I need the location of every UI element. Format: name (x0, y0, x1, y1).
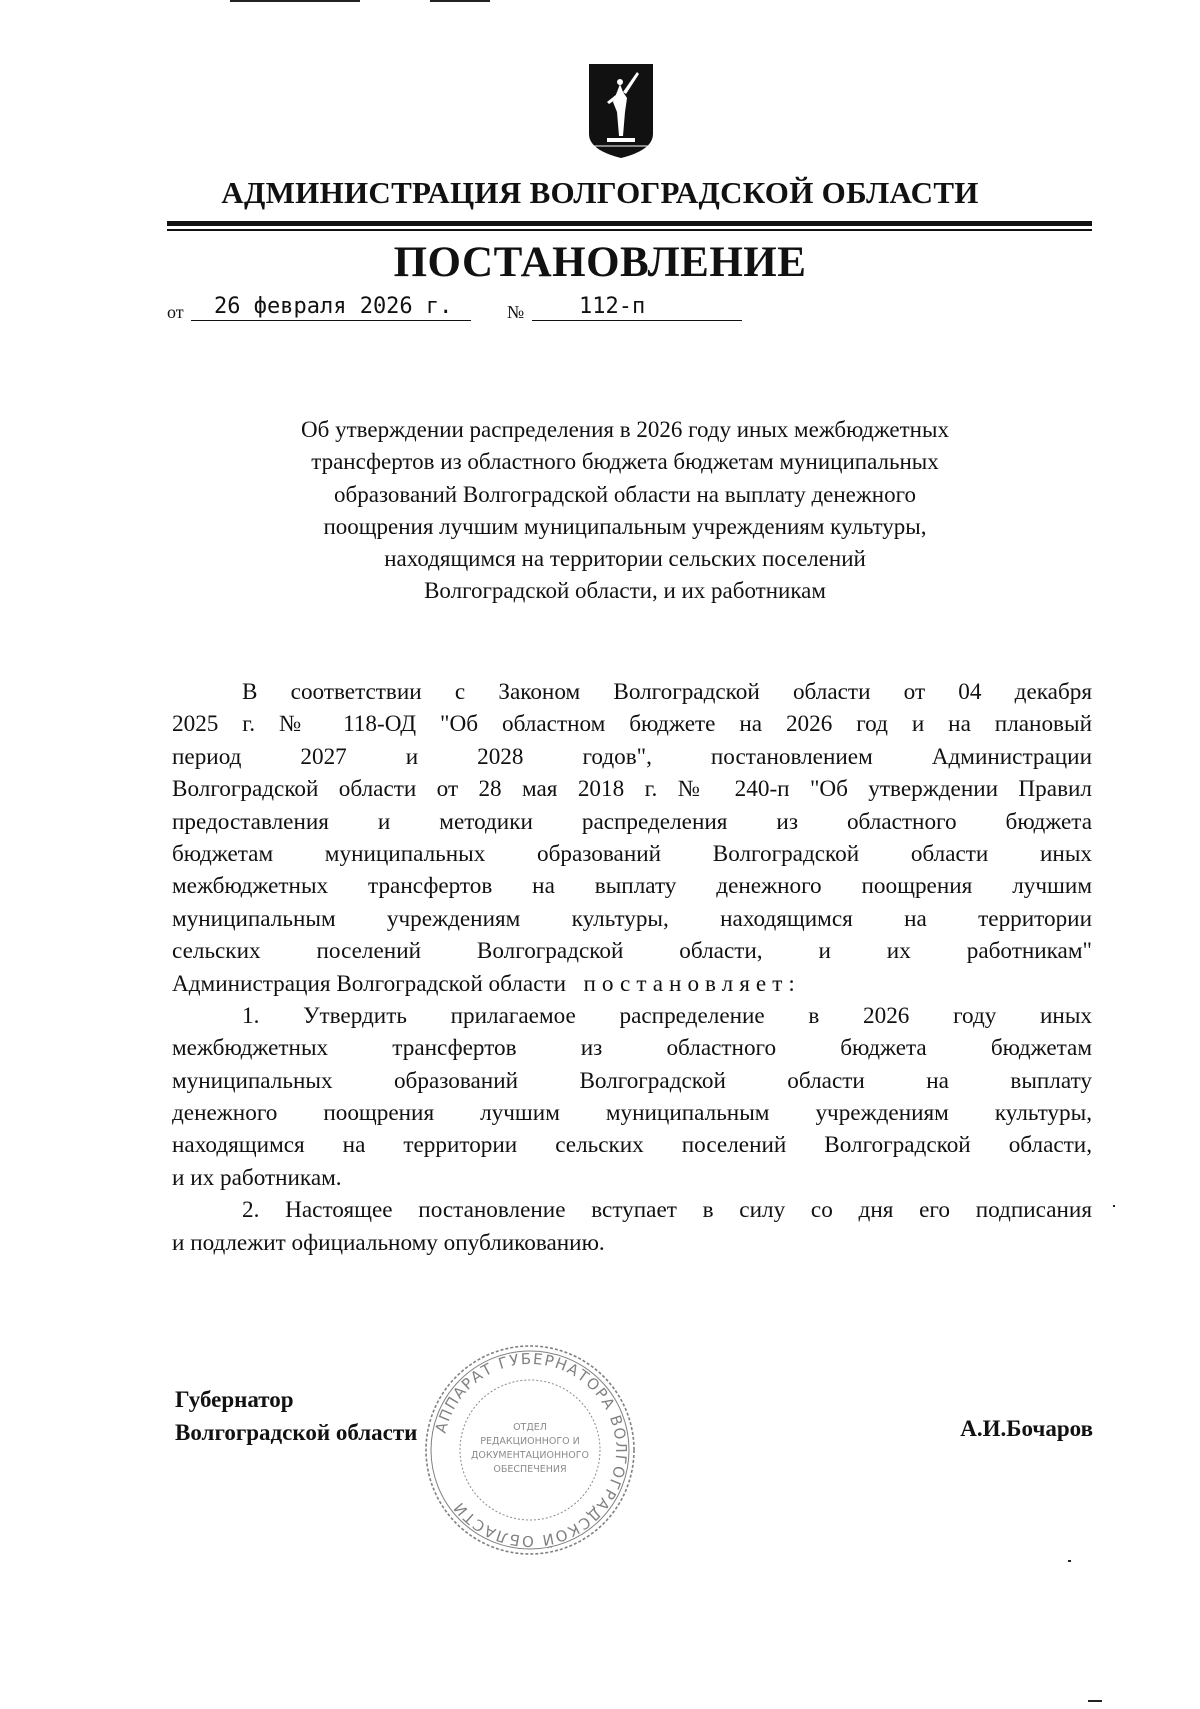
preamble-line: муниципальным учреждениям культуры, находящимся на территории (172, 905, 1092, 932)
svg-text:РЕДАКЦИОННОГО И: РЕДАКЦИОННОГО И (480, 1436, 580, 1447)
item2-line: и подлежит официальному опубликованию. (172, 1229, 605, 1256)
svg-text:АППАРАТ ГУБЕРНАТОРА ВОЛГОГРАДС: АППАРАТ ГУБЕРНАТОРА ВОЛГОГРАДСКОЙ ОБЛАСТИ (431, 1349, 631, 1551)
svg-text:ОБЕСПЕЧЕНИЯ: ОБЕСПЕЧЕНИЯ (493, 1464, 567, 1475)
item1-line: межбюджетных трансфертов из областного бюджета бюджетам (172, 1035, 1092, 1062)
number-label: № (507, 302, 525, 322)
preamble-line: сельских поселений Волгоградской области, и их работникам" (172, 938, 1092, 965)
number-value: 112-п (579, 294, 646, 319)
subject-line: образований Волгоградской области на выплату денежного (334, 481, 916, 507)
subject-line: Волгоградской области, и их работникам (424, 578, 826, 604)
item1-line: муниципальных образований Волгоградской области на выплату (172, 1067, 1092, 1094)
organization-title: АДМИНИСТРАЦИЯ ВОЛГОГРАДСКОЙ ОБЛАСТИ (221, 175, 979, 210)
item2-line: 2. Настоящее постановление вступает в силу со дня его подписания (242, 1197, 1092, 1224)
date-value: 26 февраля 2026 г. (214, 294, 453, 319)
preamble-line: межбюджетных трансфертов на выплату денежного поощрения лучшим (172, 873, 1092, 900)
subject-line: трансфертов из областного бюджета бюджетам муниципальных (311, 449, 939, 475)
signatory-name: А.И.Бочаров (960, 1416, 1093, 1441)
header-rule-thick (167, 221, 1092, 226)
document-body (172, 676, 1092, 1259)
subject-line: поощрения лучшим муниципальным учреждениям культуры, (323, 513, 927, 539)
signatory-position-line: Губернатор (175, 1387, 294, 1412)
document-meta (167, 292, 767, 326)
preamble-line: В соответствии с Законом Волгоградской области от 04 декабря (242, 679, 1092, 705)
scan-artifact (230, 0, 360, 2)
item1-line: и их работникам. (172, 1164, 342, 1191)
preamble-line: 2025 г. № 118-ОД "Об областном бюджете на 2026 год и на плановый (172, 711, 1092, 738)
scan-artifact (1113, 1205, 1115, 1207)
item1-line: денежного поощрения лучшим муниципальным учреждениям культуры, (172, 1100, 1092, 1127)
coat-of-arms-emblem (587, 62, 655, 160)
signatory-position-line: Волгоградской области (175, 1420, 418, 1445)
svg-text:ДОКУМЕНТАЦИОННОГО: ДОКУМЕНТАЦИОННОГО (470, 1450, 590, 1461)
item1-line: находящимся на территории сельских поселений Волгоградской области, (172, 1132, 1092, 1159)
preamble-end: Администрация Волгоградской области (172, 970, 567, 997)
svg-text:ОТДЕЛ: ОТДЕЛ (513, 1422, 547, 1433)
preamble-line: бюджетам муниципальных образований Волгоградской области иных (172, 840, 1092, 867)
official-seal (420, 1340, 640, 1560)
preamble-line: Волгоградской области от 28 мая 2018 г. № 240-п "Об утверждении Правил (172, 776, 1092, 803)
document-subject (200, 414, 1050, 608)
date-label: от (167, 302, 184, 322)
date-underline (191, 320, 471, 321)
number-underline (532, 320, 742, 321)
subject-line: Об утверждении распределения в 2026 году иных межбюджетных (301, 417, 949, 442)
subject-line: находящимся на территории сельских поселений (384, 546, 866, 572)
document-type-title: ПОСТАНОВЛЕНИЕ (393, 239, 807, 286)
scan-artifact (1088, 1700, 1102, 1702)
header-rule-thin (167, 229, 1092, 231)
resolves-word: постановляет: (583, 970, 801, 997)
scan-artifact (430, 0, 490, 2)
item1-line: 1. Утвердить прилагаемое распределение в 2026 году иных (242, 1002, 1092, 1029)
preamble-line: предоставления и методики распределения из областного бюджета (172, 808, 1092, 835)
signatory-position (175, 1383, 417, 1449)
scan-artifact (1068, 1560, 1071, 1562)
preamble-closing-line (172, 968, 1092, 1000)
preamble-line: период 2027 и 2028 годов", постановлением Администрации (172, 743, 1092, 770)
